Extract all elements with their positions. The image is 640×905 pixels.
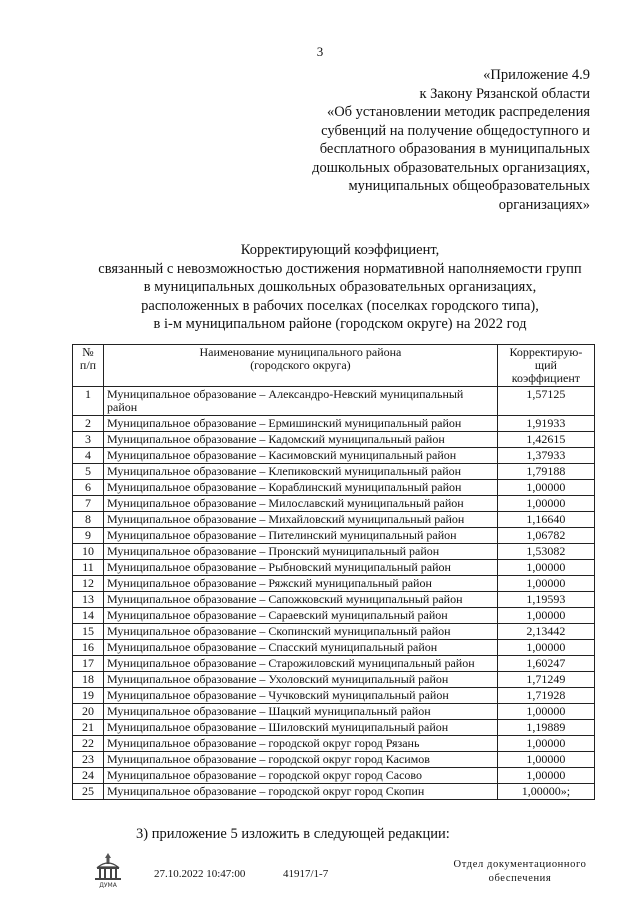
table-row: [73, 608, 595, 624]
row-number: 5: [73, 464, 104, 480]
row-number: 17: [73, 656, 104, 672]
appendix-line: дошкольных образовательных организациях,: [312, 159, 590, 176]
table-header-row: [73, 345, 595, 387]
heading-line: в i-м муниципальном районе (городском округе) на 2022 год: [153, 316, 527, 332]
table-row: [73, 544, 595, 560]
table-row: [73, 656, 595, 672]
stamp-department: Отдел документационного обеспечения: [453, 859, 587, 884]
coefficient-value: 1,71928: [497, 688, 594, 704]
coefficient-value: 1,00000: [497, 608, 594, 624]
table-row: [73, 512, 595, 528]
coefficient-value: 2,13442: [497, 624, 594, 640]
header-value: Корректирую- щий коэффициент: [497, 345, 594, 387]
coefficient-value: 1,00000: [497, 496, 594, 512]
header-name: Наименование муниципального района (городского округа): [104, 345, 498, 387]
table-row: [73, 752, 595, 768]
district-name: Муниципальное образование – Скопинский муниципальный район: [104, 624, 498, 640]
row-number: 14: [73, 608, 104, 624]
coefficient-value: 1,79188: [497, 464, 594, 480]
district-name: Муниципальное образование – Шацкий муниципальный район: [104, 704, 498, 720]
row-number: 18: [73, 672, 104, 688]
coefficient-value: 1,16640: [497, 512, 594, 528]
row-number: 6: [73, 480, 104, 496]
coefficient-value: 1,60247: [497, 656, 594, 672]
table-row: [73, 560, 595, 576]
coefficient-value: 1,00000: [497, 752, 594, 768]
table-row: [73, 464, 595, 480]
district-name: Муниципальное образование – Кораблинский муниципальный район: [104, 480, 498, 496]
row-number: 25: [73, 784, 104, 800]
row-number: 11: [73, 560, 104, 576]
district-name: Муниципальное образование – Чучковский муниципальный район: [104, 688, 498, 704]
coefficient-value: 1,71249: [497, 672, 594, 688]
header-num: № п/п: [73, 345, 104, 387]
appendix-line: бесплатного образования в муниципальных: [319, 141, 590, 157]
district-name: Муниципальное образование – Сапожковский муниципальный район: [104, 592, 498, 608]
district-name: Муниципальное образование – Сараевский муниципальный район: [104, 608, 498, 624]
table-row: [73, 416, 595, 432]
table-row: [73, 672, 595, 688]
coefficient-value: 1,06782: [497, 528, 594, 544]
coefficient-value: 1,00000»;: [497, 784, 594, 800]
appendix-line: «Об установлении методик распределения: [326, 104, 590, 120]
district-name: Муниципальное образование – городской округ город Сасово: [104, 768, 498, 784]
appendix-line: организациях»: [498, 196, 590, 213]
district-name: Муниципальное образование – Клепиковский муниципальный район: [104, 464, 498, 480]
district-name: Муниципальное образование – Касимовский муниципальный район: [104, 448, 498, 464]
document-heading: [60, 241, 620, 334]
district-name: Муниципальное образование – Михайловский муниципальный район: [104, 512, 498, 528]
row-number: 2: [73, 416, 104, 432]
closing-line: 3) приложение 5 изложить в следующей редакции:: [136, 826, 450, 842]
svg-text:ДУМА: ДУМА: [99, 882, 117, 889]
heading-line: в муниципальных дошкольных образовательных организациях,: [143, 279, 537, 295]
row-number: 21: [73, 720, 104, 736]
coefficient-table: [72, 344, 595, 800]
coefficient-value: 1,00000: [497, 736, 594, 752]
table-row: [73, 528, 595, 544]
table-row: [73, 624, 595, 640]
district-name: Муниципальное образование – городской округ город Рязань: [104, 736, 498, 752]
row-number: 23: [73, 752, 104, 768]
heading-line: расположенных в рабочих поселках (поселках городского типа),: [141, 297, 539, 314]
row-number: 19: [73, 688, 104, 704]
row-number: 12: [73, 576, 104, 592]
coefficient-value: 1,00000: [497, 480, 594, 496]
row-number: 20: [73, 704, 104, 720]
row-number: 24: [73, 768, 104, 784]
coefficient-value: 1,19593: [497, 592, 594, 608]
row-number: 4: [73, 448, 104, 464]
stamp-code: 41917/1-7: [283, 868, 329, 880]
coefficient-value: 1,91933: [497, 416, 594, 432]
district-name: Муниципальное образование – Пронский муниципальный район: [104, 544, 498, 560]
district-name: Муниципальное образование – Александро-Невский муниципальный район: [104, 387, 498, 416]
coefficient-value: 1,00000: [497, 768, 594, 784]
district-name: Муниципальное образование – Старожиловский муниципальный район: [104, 656, 498, 672]
page-number: 3: [316, 44, 324, 59]
row-number: 22: [73, 736, 104, 752]
appendix-line: муниципальных общеобразовательных: [348, 178, 590, 194]
table-row: [73, 688, 595, 704]
coefficient-value: 1,00000: [497, 704, 594, 720]
coefficient-value: 1,57125: [497, 387, 594, 416]
row-number: 8: [73, 512, 104, 528]
table-row: [73, 496, 595, 512]
stamp-datetime: 27.10.2022 10:47:00: [154, 868, 246, 880]
table-row: [73, 592, 595, 608]
row-number: 3: [73, 432, 104, 448]
appendix-line: «Приложение 4.9: [483, 67, 590, 83]
heading-line: Корректирующий коэффициент,: [240, 242, 440, 258]
row-number: 15: [73, 624, 104, 640]
district-name: Муниципальное образование – Ряжский муниципальный район: [104, 576, 498, 592]
table-row: [73, 576, 595, 592]
row-number: 1: [73, 387, 104, 416]
row-number: 13: [73, 592, 104, 608]
district-name: Муниципальное образование – Кадомский муниципальный район: [104, 432, 498, 448]
table-row: [73, 704, 595, 720]
table-row: [73, 480, 595, 496]
coefficient-value: 1,37933: [497, 448, 594, 464]
coefficient-value: 1,00000: [497, 640, 594, 656]
district-name: Муниципальное образование – Ермишинский муниципальный район: [104, 416, 498, 432]
district-name: Муниципальное образование – Спасский муниципальный район: [104, 640, 498, 656]
district-name: Муниципальное образование – городской округ город Касимов: [104, 752, 498, 768]
table-row: [73, 387, 595, 416]
coefficient-value: 1,42615: [497, 432, 594, 448]
coefficient-value: 1,00000: [497, 576, 594, 592]
row-number: 7: [73, 496, 104, 512]
coefficient-value: 1,53082: [497, 544, 594, 560]
district-name: Муниципальное образование – Пителинский муниципальный район: [104, 528, 498, 544]
table-row: [73, 720, 595, 736]
row-number: 9: [73, 528, 104, 544]
table-row: [73, 448, 595, 464]
heading-line: связанный с невозможностью достижения нормативной наполняемости групп: [98, 260, 582, 277]
table-row: [73, 640, 595, 656]
district-name: Муниципальное образование – Ухоловский муниципальный район: [104, 672, 498, 688]
table-row: [73, 736, 595, 752]
table-row: [73, 432, 595, 448]
district-name: Муниципальное образование – Милославский муниципальный район: [104, 496, 498, 512]
appendix-line: субвенций на получение общедоступного и: [321, 122, 590, 139]
duma-logo: [92, 851, 124, 889]
coefficient-value: 1,00000: [497, 560, 594, 576]
appendix-reference: [290, 66, 590, 214]
appendix-line: к Закону Рязанской области: [419, 85, 590, 102]
row-number: 10: [73, 544, 104, 560]
table-row: [73, 784, 595, 800]
coefficient-value: 1,19889: [497, 720, 594, 736]
row-number: 16: [73, 640, 104, 656]
district-name: Муниципальное образование – Рыбновский муниципальный район: [104, 560, 498, 576]
district-name: Муниципальное образование – Шиловский муниципальный район: [104, 720, 498, 736]
district-name: Муниципальное образование – городской округ город Скопин: [104, 784, 498, 800]
table-row: [73, 768, 595, 784]
